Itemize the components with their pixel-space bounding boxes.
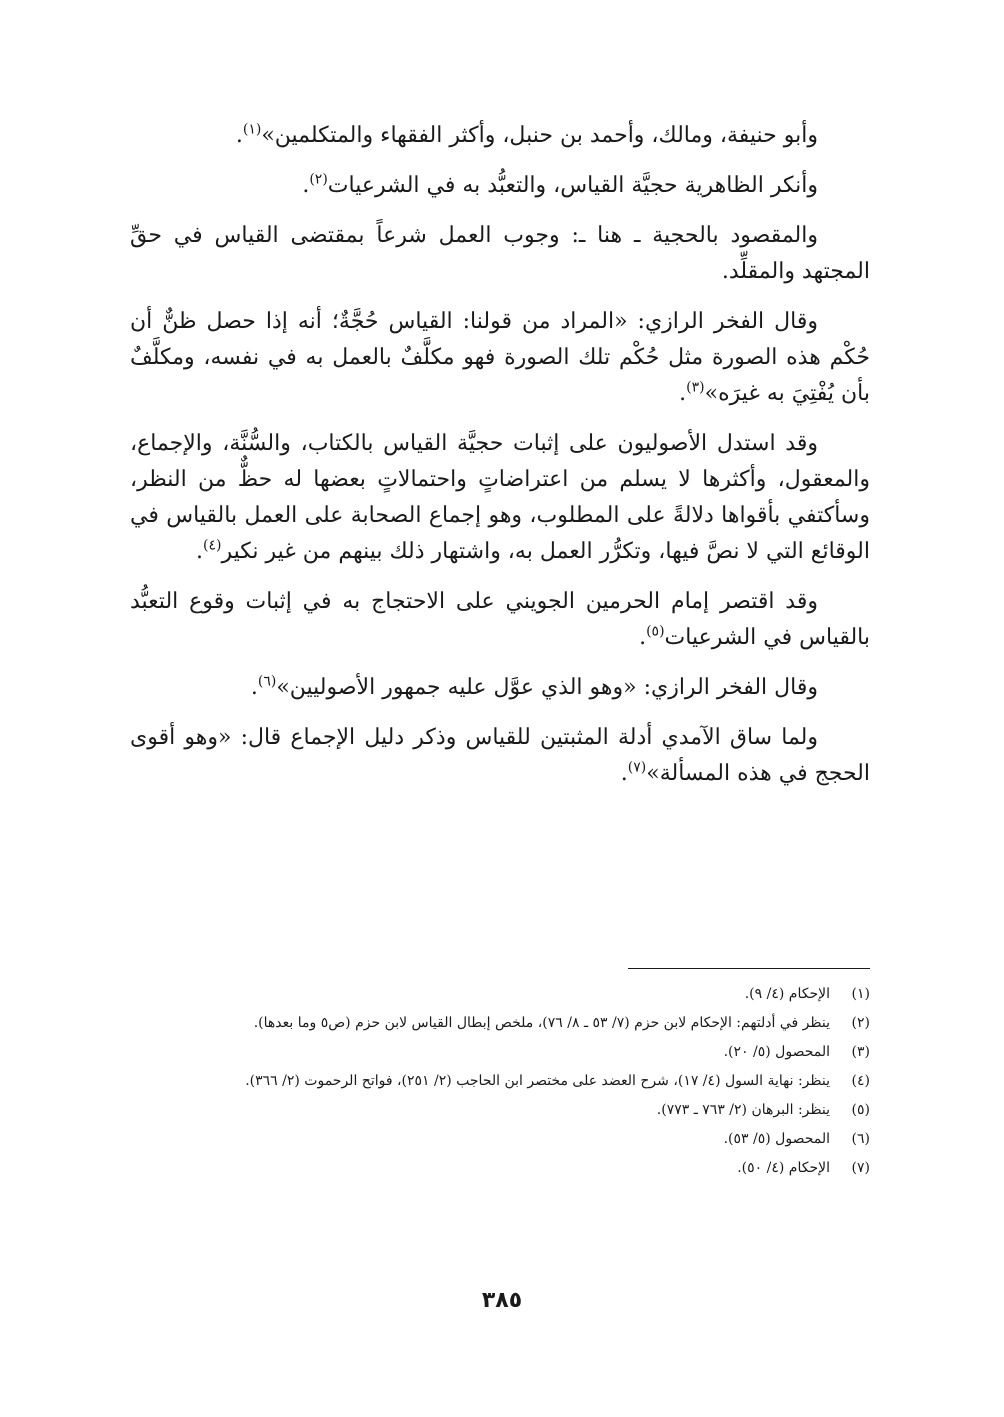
footnote-text: ينظر: نهاية السول (٤/ ١٧)، شرح العضد على مختصر ابن الحاجب (٢/ ٢٥١)، فواتح الرحموت (٢/ ٣٦٦). [245, 1073, 830, 1089]
footnote-text: ينظر في أدلتهم: الإحكام لابن حزم (٧/ ٥٣ ـ ٨/ ٧٦)، ملخص إبطال القياس لابن حزم (ص٥ وما بعدها). [253, 1015, 830, 1031]
main-text [130, 118, 870, 806]
paragraph-text: وأبو حنيفة، ومالك، وأحمد بن حنبل، وأكثر الفقهاء والمتكلمين» [261, 123, 818, 148]
paragraph-6 [130, 584, 870, 656]
footnote-text: الإحكام (٤/ ٩). [744, 986, 830, 1002]
footnote-ref-3: (٣) [686, 379, 705, 396]
footnote-number: (٧) [851, 1160, 870, 1176]
footnote-text: المحصول (٥/ ٥٣). [723, 1131, 830, 1147]
page-number: ٣٨٥ [481, 1288, 523, 1313]
footnote-ref-6: (٦) [257, 673, 277, 690]
footnote-number: (٥) [851, 1102, 870, 1118]
footnote-4 [130, 1069, 870, 1094]
paragraph-tail: . [250, 675, 258, 700]
paragraph-text: وقال الفخر الرازي: «وهو الذي عوَّل عليه جمهور الأصوليين» [276, 675, 818, 700]
paragraph-tail: . [679, 381, 687, 406]
footnote-3 [130, 1040, 870, 1065]
footnote-ref-5: (٥) [646, 623, 665, 640]
footnote-separator [628, 968, 870, 969]
paragraph-text: ولما ساق الآمدي أدلة المثبتين للقياس وذكر دليل الإجماع قال: «وهو أقوى الحجج في هذه المسألة» [130, 725, 870, 786]
footnote-ref-4: (٤) [203, 537, 222, 554]
paragraph-2 [130, 168, 870, 204]
footnote-ref-7: (٧) [627, 759, 647, 776]
paragraph-tail: . [639, 625, 647, 650]
footnote-ref-1: (١) [242, 121, 262, 138]
paragraph-tail: . [196, 539, 204, 564]
paragraph-text: وقد اقتصر إمام الحرمين الجويني على الاحتجاج به في إثبات وقوع التعبُّد بالقياس في الشرعيات [130, 589, 870, 650]
paragraph-tail: . [235, 123, 243, 148]
paragraph-text: والمقصود بالحجية ـ هنا ـ: وجوب العمل شرعاً بمقتضى القياس في حقِّ المجتهد والمقلِّد. [130, 223, 870, 284]
paragraph-1 [130, 118, 870, 154]
paragraph-tail: . [302, 173, 310, 198]
footnote-text: المحصول (٥/ ٢٠). [723, 1044, 830, 1060]
footnote-text: الإحكام (٤/ ٥٠). [737, 1160, 830, 1176]
paragraph-3 [130, 218, 870, 290]
footnote-1 [130, 982, 870, 1007]
footnote-number: (١) [851, 986, 870, 1002]
paragraph-5 [130, 426, 870, 570]
footnote-number: (٣) [851, 1044, 870, 1060]
paragraph-8 [130, 720, 870, 792]
footnote-number: (٤) [851, 1073, 870, 1089]
footnotes [130, 982, 870, 1185]
footnote-6 [130, 1127, 870, 1152]
footnote-ref-2: (٢) [309, 171, 328, 188]
footnote-number: (٦) [851, 1131, 870, 1147]
footnote-number: (٢) [851, 1015, 870, 1031]
paragraph-text: وقال الفخر الرازي: «المراد من قولنا: القياس حُجَّةٌ؛ أنه إذا حصل ظنٌّ أن حُكْم هذه الصورة مثل حُكْم تلك الصورة فهو مكلَّفٌ بالعمل به في نفسه، ومكلَّفٌ بأن يُفْتِيَ به غيرَه» [130, 309, 870, 406]
paragraph-text: وأنكر الظاهرية حجيَّة القياس، والتعبُّد به في الشرعيات [327, 173, 818, 198]
paragraph-7 [130, 670, 870, 706]
paragraph-tail: . [620, 761, 628, 786]
footnote-5 [130, 1098, 870, 1123]
footnote-2 [130, 1011, 870, 1036]
footnote-7 [130, 1156, 870, 1181]
paragraph-text: وقد استدل الأصوليون على إثبات حجيَّة القياس بالكتاب، والسُّنَّة، والإجماع، والمعقول، وأكثرها لا يسلم من اعتراضاتٍ واحتمالاتٍ بعضها له حظٌّ من النظر، وسأكتفي بأقواها دلالةً على المطلوب، وهو إجماع الصحابة على العمل بالقياس في الوقائع التي لا نصَّ فيها، وتكرُّر العمل به، واشتهار ذلك بينهم من غير نكير [130, 431, 870, 564]
paragraph-4 [130, 304, 870, 412]
footnote-text: ينظر: البرهان (٢/ ٧٦٣ ـ ٧٧٣). [656, 1102, 830, 1118]
